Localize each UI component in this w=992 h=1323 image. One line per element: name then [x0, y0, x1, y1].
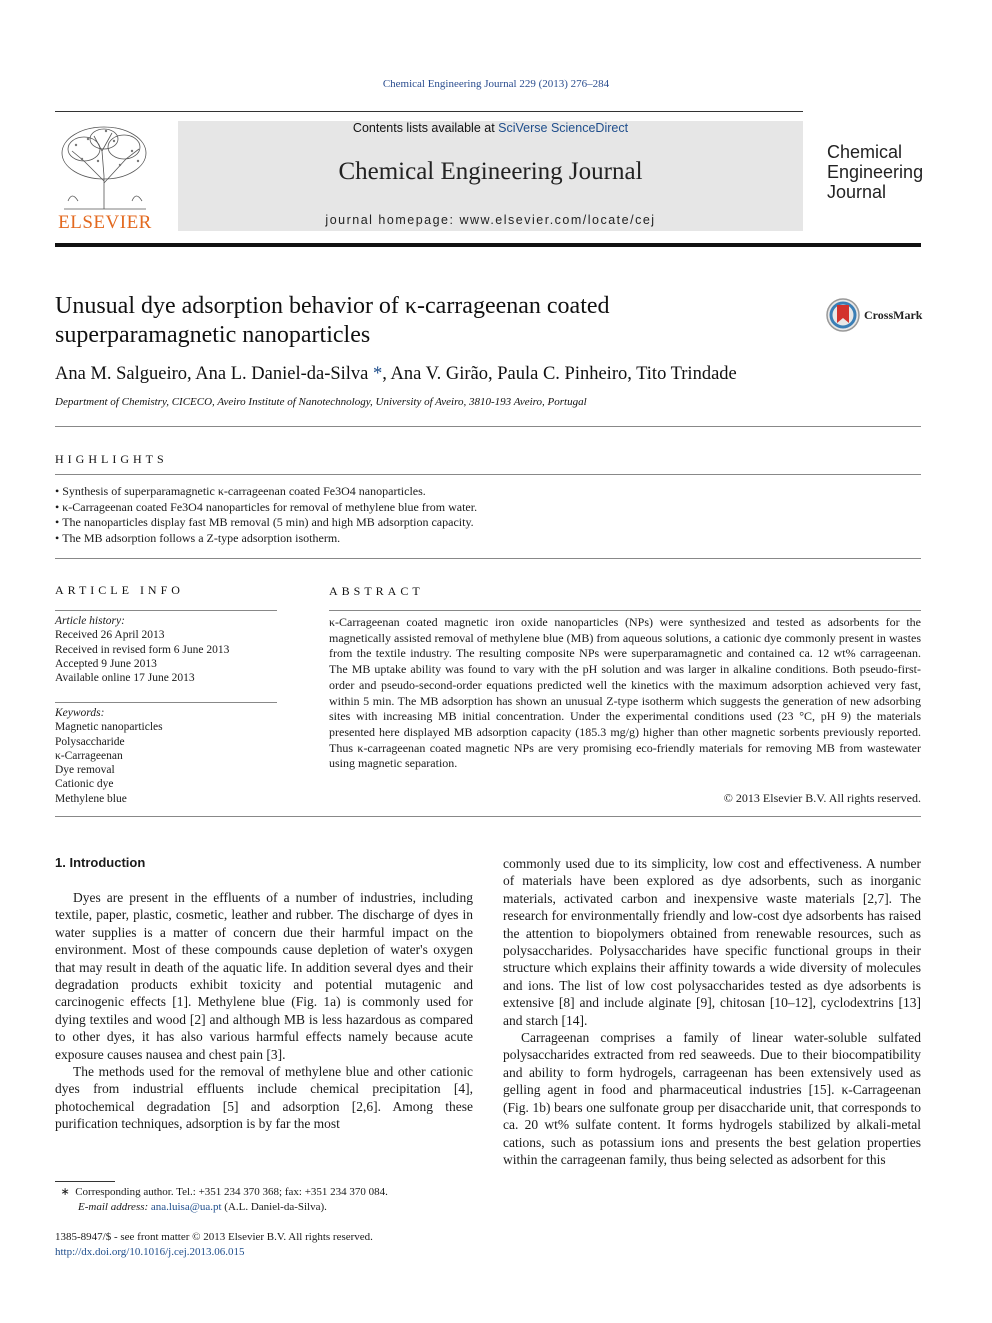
highlight-item: • Synthesis of superparamagnetic κ-carrageenan coated Fe3O4 nanoparticles. — [55, 484, 921, 500]
contents-line — [178, 121, 803, 135]
journal-name: Chemical Engineering Journal — [338, 158, 643, 185]
history-item: Accepted 9 June 2013 — [55, 657, 157, 670]
email-suffix: (A.L. Daniel-da-Silva). — [221, 1201, 327, 1213]
journal-corner-logo — [827, 142, 923, 202]
article-info-heading: ARTICLE INFO — [55, 583, 184, 597]
keyword: Methylene blue — [55, 792, 127, 805]
elsevier-logo — [54, 121, 156, 233]
header-divider — [55, 111, 803, 112]
keywords — [55, 706, 277, 806]
highlight-item: • The nanoparticles display fast MB removal (5 min) and high MB adsorption capacity. — [55, 515, 921, 531]
divider — [55, 558, 921, 559]
paragraph: commonly used due to its simplicity, low cost and effectiveness. A number of materials have been explored as dye adsorbents, such as inorganic materials, activated carbon and inexpensive waste materials [2,7]. The research for environmentally friendly and low-cost dye adsorbents has raised the attention to biopolymers obtained from renewable resources, such as polysaccharides. Polysaccharides have specific functional groups in their structure which explains their affinity towards a wide diversity of molecules and ions. The list of low cost polysaccharides tested as dye adsorbents is extensive [8] and include alginate [9], chitosan [10–12], cyclodextrins [13] and starch [14]. — [503, 856, 921, 1028]
issn-line: 1385-8947/$ - see front matter © 2013 Elsevier B.V. All rights reserved. — [55, 1231, 373, 1243]
divider — [55, 702, 277, 703]
journal-banner — [178, 121, 803, 231]
section-heading: 1. Introduction — [55, 855, 146, 870]
corner-logo-line: Journal — [827, 182, 887, 202]
contents-prefix: Contents lists available at — [352, 121, 499, 135]
highlight-item: • κ-Carrageenan coated Fe3O4 nanoparticles for removal of methylene blue from water. — [55, 500, 921, 516]
paragraph: Dyes are present in the effluents of a number of industries, including textile, paper, plastic, cosmetic, leather and rubber. The discharge of dyes in water supplies is a matter of concern due their harmful impact on the environment. Most of these compounds cause depletion of water's oxygen that may result in death of the aquatic life. In addition several dyes and their degradation products exhibit toxicity and potential mutagenic and carcinogenic effects [1]. Methylene blue (Fig. 1a) is commonly used for dying textiles and wood [2] and although MB is less hazardous as compared to other dyes, it has also various harmful effects namely because acute exposure causes nausea and chest pain [3]. — [55, 890, 473, 1062]
footnote-line: ∗ Corresponding author. Tel.: +351 234 370 368; fax: +351 234 370 084. — [55, 1186, 388, 1198]
keyword: Dye removal — [55, 764, 115, 777]
crossmark-icon — [826, 297, 860, 333]
sciencedirect-link[interactable]: SciVerse ScienceDirect — [498, 121, 629, 135]
divider — [55, 816, 921, 817]
article-history — [55, 614, 277, 685]
paragraph: The methods used for the removal of methylene blue and other cationic dyes from industrial effluents include chemical precipitation [4], photochemical degradation [5] and adsorption [2,6]. Among these purification techniques, adsorption is by far the most — [55, 1064, 473, 1132]
highlight-item: • The MB adsorption follows a Z-type adsorption isotherm. — [55, 531, 921, 547]
keyword: Magnetic nanoparticles — [55, 721, 163, 734]
article-title — [55, 292, 755, 350]
highlights-list — [55, 484, 921, 547]
elsevier-wordmark: ELSEVIER — [58, 212, 152, 233]
journal-homepage-link[interactable]: journal homepage: www.elsevier.com/locate/cej — [325, 213, 656, 227]
highlights-heading: HIGHLIGHTS — [55, 452, 168, 466]
divider — [55, 610, 277, 611]
divider — [55, 474, 921, 475]
keyword: κ-Carrageenan — [55, 749, 123, 762]
title-line: Unusual dye adsorption behavior of κ-carrageenan coated — [55, 293, 610, 319]
history-label: Article history: — [55, 615, 125, 627]
footnote — [55, 1185, 495, 1215]
authors-first: Ana M. Salgueiro, Ana L. Daniel-da-Silva — [55, 364, 369, 384]
body-column-left — [55, 889, 473, 1133]
crossmark-badge[interactable] — [826, 297, 936, 333]
email-label: E-mail address: — [78, 1201, 151, 1213]
body-column-right — [503, 855, 921, 1168]
footnote-rule — [55, 1181, 115, 1182]
affiliation: Department of Chemistry, CICECO, Aveiro Institute of Nanotechnology, University of Aveiro, 3810-193 Aveiro, Portugal — [55, 396, 587, 408]
copyright: © 2013 Elsevier B.V. All rights reserved. — [723, 791, 921, 805]
crossmark-label: CrossMark — [864, 308, 923, 322]
authors-rest: , Ana V. Girão, Paula C. Pinheiro, Tito Trindade — [382, 364, 737, 384]
elsevier-tree-icon — [54, 121, 156, 213]
history-item: Available online 17 June 2013 — [55, 672, 195, 685]
keyword: Polysaccharide — [55, 735, 125, 748]
doi-link[interactable]: http://dx.doi.org/10.1016/j.cej.2013.06.015 — [55, 1246, 245, 1258]
footnote-line — [55, 1200, 495, 1215]
corresponding-author-mark[interactable]: * — [368, 364, 383, 384]
paragraph: Carrageenan comprises a family of linear water-soluble sulfated polysaccharides extracted from red seaweeds. Due to their biocompatibility and ability to form hydrogels, carrageenan has been extensively used as gelling agent in food and pharmaceutical industries [15]. κ-Carrageenan (Fig. 1b) bears one sulfonate group per disaccharide unit, that corresponds to ca. 20 wt% sulfate content. It forms hydrogels stabilized by alkali-metal cations, such as potassium ions and presents the best gelation properties within the carrageenan family, thus being selected as adsorbent for this — [503, 1030, 921, 1167]
corner-logo-line: Chemical — [827, 142, 903, 162]
author-list — [55, 364, 737, 385]
journal-citation[interactable]: Chemical Engineering Journal 229 (2013) 276–284 — [382, 78, 610, 90]
corresponding-author-note: Corresponding author. Tel.: +351 234 370 368; fax: +351 234 370 084. — [75, 1186, 388, 1198]
bottom-info — [55, 1230, 373, 1260]
email-link[interactable]: ana.luisa@ua.pt — [150, 1201, 222, 1213]
header-thick-rule — [55, 243, 921, 247]
abstract-text: κ-Carrageenan coated magnetic iron oxide nanoparticles (NPs) were synthesized and tested as adsorbents for the magnetically assisted removal of methylene blue (MB) from aqueous solutions, a cationic dye commonly present in wastes from the textile industry. The resulting composite NPs were superparamagnetic and contained ca. 12 wt% carrageenan. The MB uptake ability was found to vary with the pH solution and was larger in alkaline conditions. Both pseudo-first-order and pseudo-second-order equations predicted well the kinetics with the maximum adsorption achieved very fast, within 5 min. The MB adsorption has shown an unusual Z-type isotherm which suggests the generation of new adsorbing sites with increasing MB initial concentration. Under the experimental conditions used (23 °C, pH 9) the materials presented here displayed MB adsorption capacity (185.3 mg/g) higher than other magnetic sorbents previously reported. Thus κ-carrageenan coated magnetic NPs are very promising eco-friendly materials for removing MB from wastewater using magnetic separation. — [329, 615, 921, 771]
title-line: superparamagnetic nanoparticles — [55, 322, 371, 348]
keywords-label: Keywords: — [55, 707, 105, 719]
history-item: Received 26 April 2013 — [55, 629, 165, 642]
abstract-heading: ABSTRACT — [329, 584, 424, 598]
corner-logo-line: Engineering — [827, 162, 924, 182]
divider — [55, 426, 921, 427]
history-item: Received in revised form 6 June 2013 — [55, 643, 230, 656]
keyword: Cationic dye — [55, 778, 114, 791]
divider — [329, 610, 921, 611]
